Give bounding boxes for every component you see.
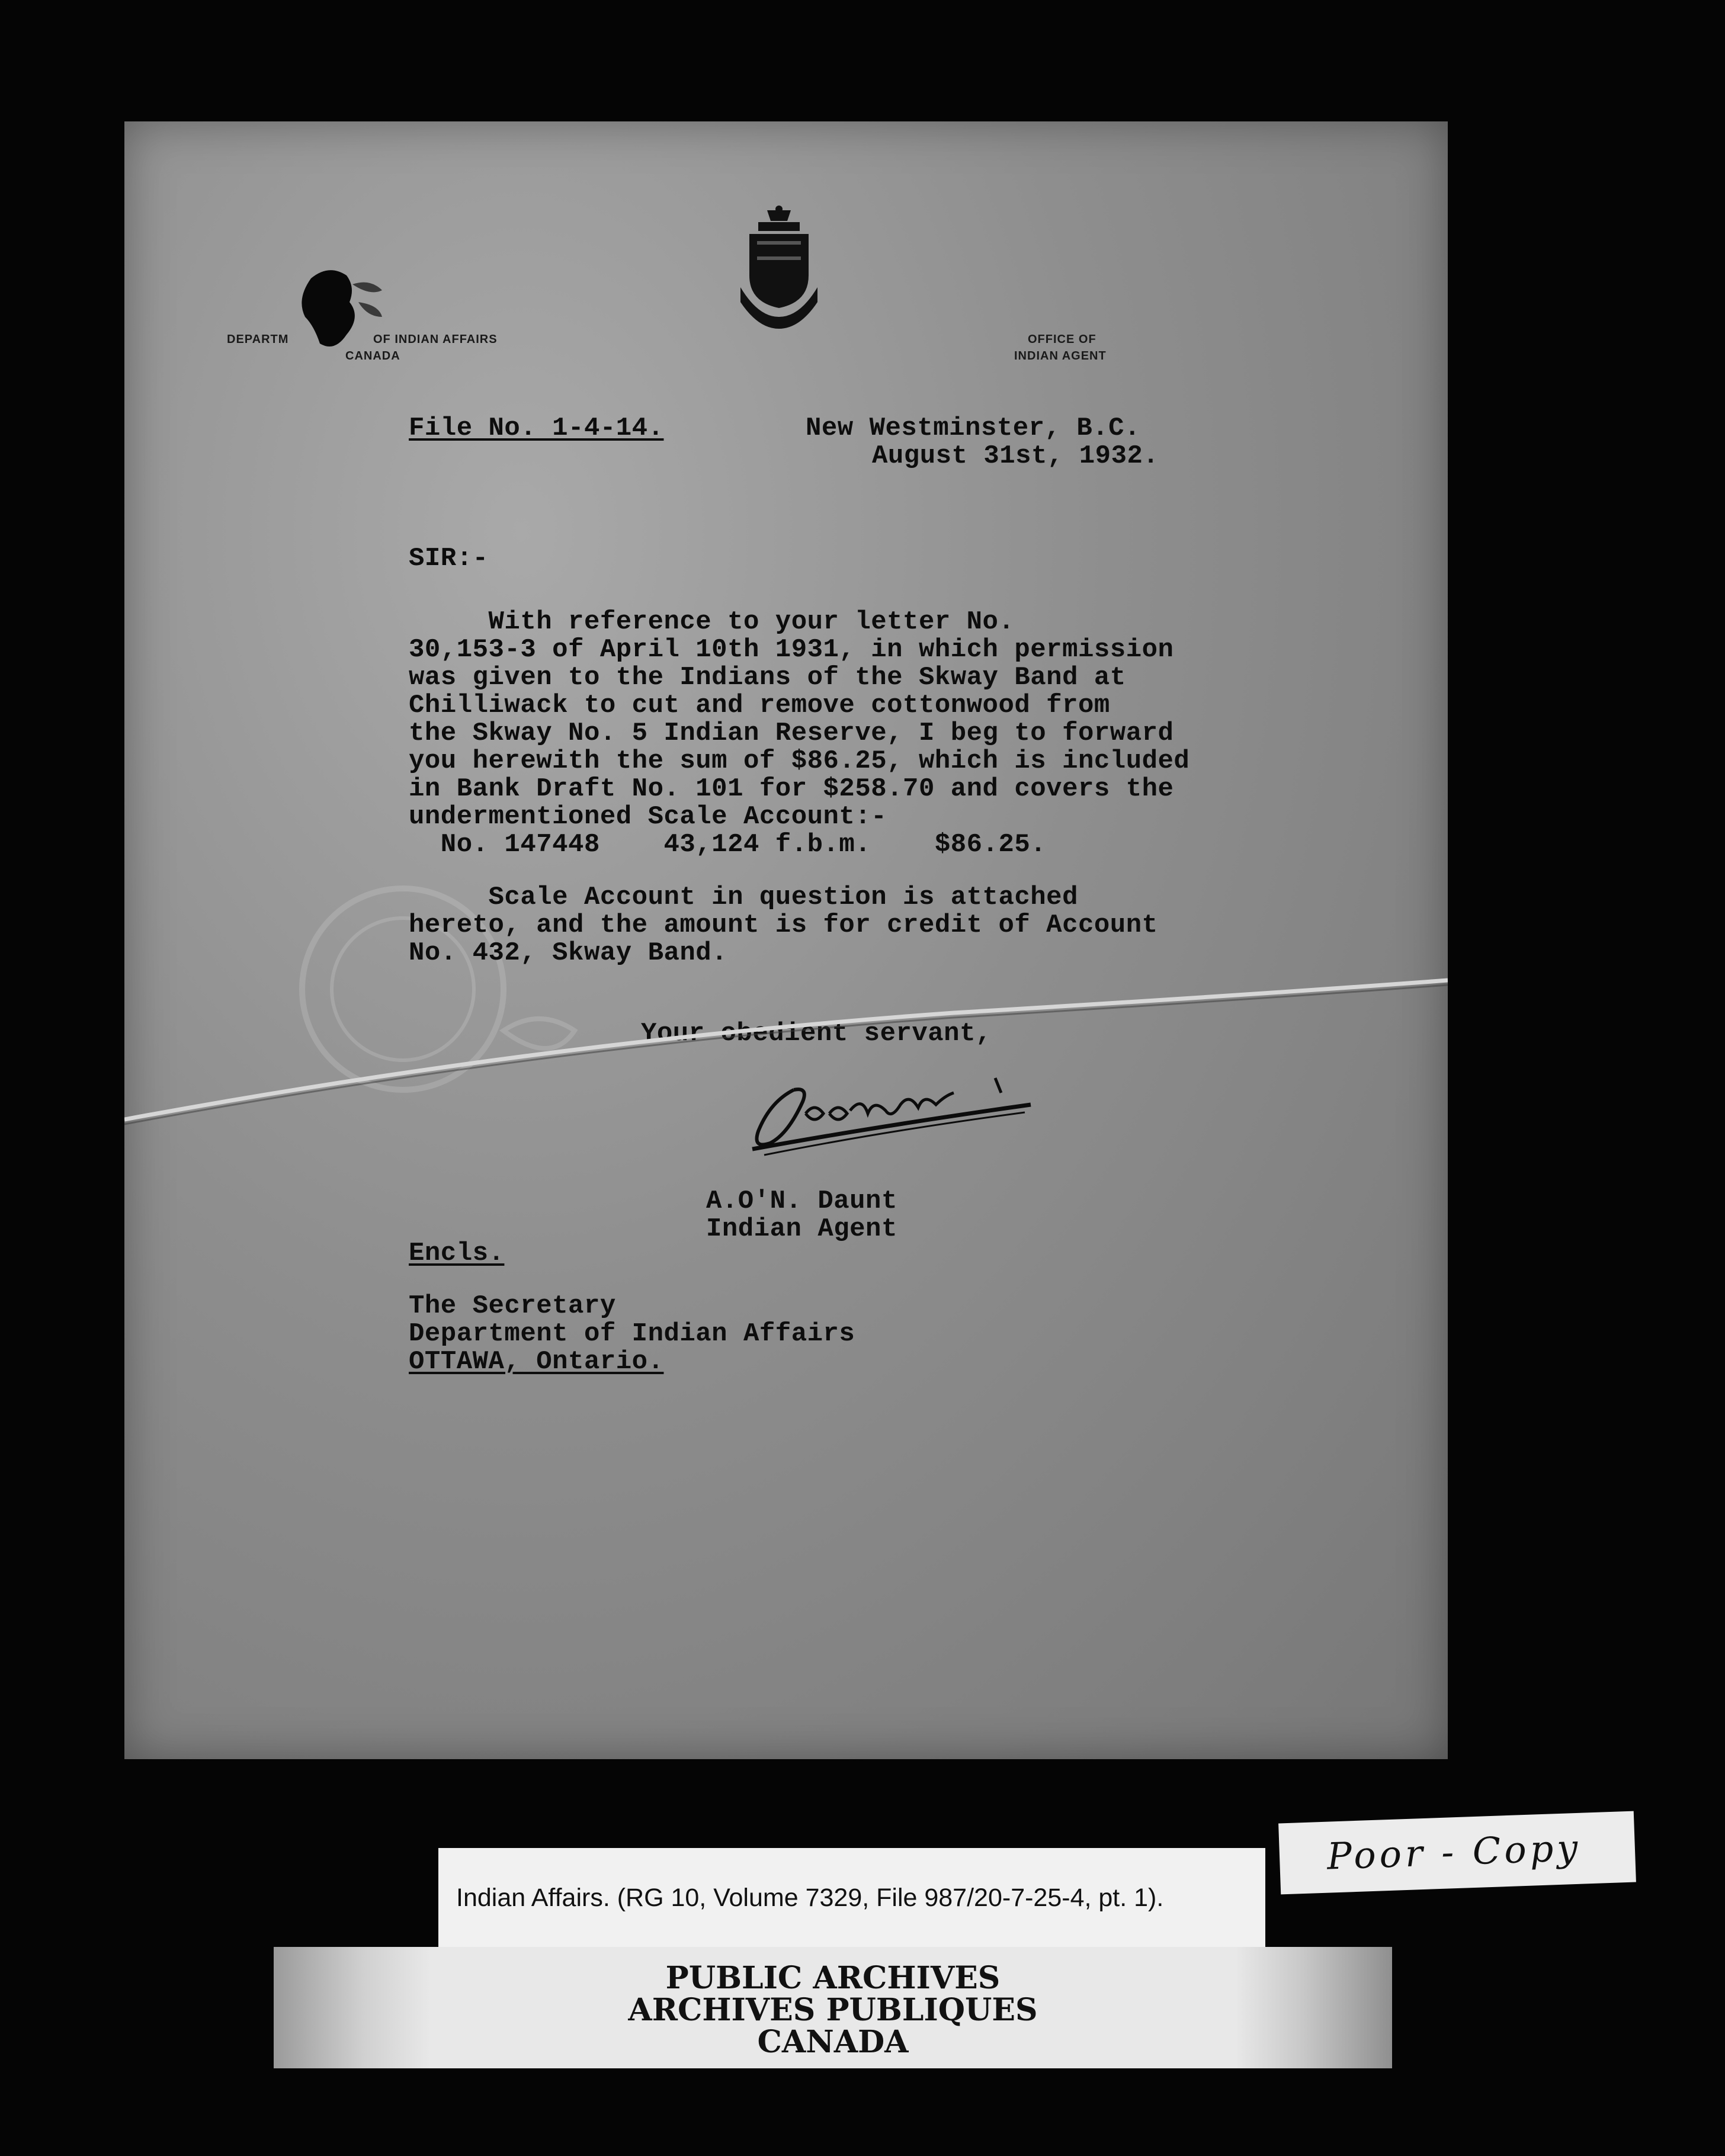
letterhead-department-right: OF INDIAN AFFAIRS [373,333,498,346]
file-number: File No. 1-4-14. [409,413,664,443]
place-line: New Westminster, B.C. [806,413,1140,443]
poor-copy-text: Poor - Copy [1326,1825,1582,1878]
body-line: you herewith the sum of $86.25, which is included [409,746,1190,776]
body-line: No. 432, Skway Band. [409,938,728,968]
letterhead-office-line1: OFFICE OF [1028,333,1096,346]
archives-line3: CANADA [757,2024,909,2060]
body-line: Chilliwack to cut and remove cottonwood from [409,691,1110,720]
signer-title: Indian Agent [706,1214,897,1244]
poor-copy-note [1278,1811,1636,1895]
signer-name: A.O'N. Daunt [706,1186,897,1216]
closing: Your obedient servant, [641,1019,992,1048]
date-line: August 31st, 1932. [872,441,1159,471]
body-line: the Skway No. 5 Indian Reserve, I beg to forward [409,718,1174,748]
letter-body [409,608,1189,859]
recipient-line3: OTTAWA, Ontario. [409,1347,664,1377]
letterhead-country: CANADA [345,349,400,362]
body-line: undermentioned Scale Account:- [409,802,887,832]
body-line: in Bank Draft No. 101 for $258.70 and covers the [409,774,1174,804]
letterhead-department-left: DEPARTM [227,333,289,346]
recipient-line1: The Secretary [409,1291,616,1321]
scale-account-line: No. 147448 43,124 f.b.m. $86.25. [409,830,1047,859]
body-line: 30,153-3 of April 10th 1931, in which permission [409,635,1174,665]
body-line: was given to the Indians of the Skway Band at [409,663,1126,692]
archives-line2: ARCHIVES PUBLIQUES [628,1992,1038,2028]
recipient-line2: Department of Indian Affairs [409,1319,855,1349]
handwritten-signature [740,1066,1060,1167]
body-line: With reference to your letter No. [409,607,1015,637]
coat-of-arms-icon [740,204,817,329]
letterhead-office-line2: INDIAN AGENT [1014,349,1107,362]
salutation: SIR:- [409,544,489,573]
body-line: Scale Account in question is attached [409,883,1078,912]
archive-citation-strip [438,1848,1265,1950]
archives-line1: PUBLIC ARCHIVES [665,1960,1001,1996]
enclosures-label: Encls. [409,1239,505,1268]
archive-citation: Indian Affairs. (RG 10, Volume 7329, File 987/20-7-25-4, pt. 1). [456,1884,1164,1912]
letter-paragraph-2 [409,884,1158,967]
public-archives-strip [274,1947,1392,2068]
body-line: hereto, and the amount is for credit of Account [409,910,1158,940]
